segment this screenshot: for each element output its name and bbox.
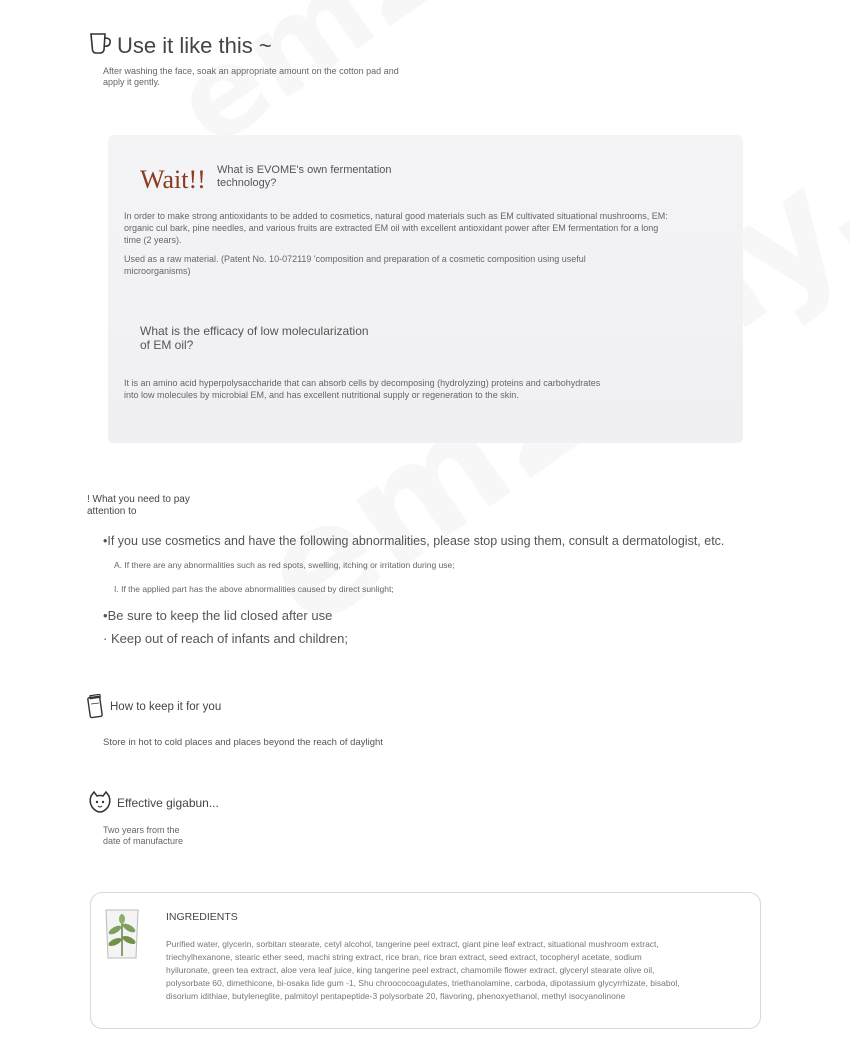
caution-item (103, 608, 332, 623)
usage-text-line: apply it gently. (103, 77, 160, 87)
paragraph-line: into low molecules by microbial EM, and has excellent nutritional supply or regeneration to the skin. (124, 390, 519, 400)
wait-title: Wait!! (140, 165, 206, 194)
paragraph-line: In order to make strong antioxidants to be added to cosmetics, natural good materials such as EM cultivated situational mushrooms, EM: (124, 211, 668, 221)
bullet: • (103, 534, 108, 548)
shelf-text (103, 825, 183, 847)
caution-title-line: ! What you need to pay (87, 494, 190, 505)
caution-item-text: If you use cosmetics and have the following abnormalities, please stop using them, consult a dermatologist, etc. (107, 534, 725, 548)
ingredients-line: Purified water, glycerin, sorbitan stearate, cetyl alcohol, tangerine peel extract, giant pine leaf extract, situational mushroom extract, (166, 939, 659, 949)
bullet: • (103, 608, 108, 623)
paragraph-line: It is an amino acid hyperpolysaccharide that can absorb cells by decomposing (hydrolyzing) proteins and carbohydrates (124, 378, 601, 388)
cat-icon (88, 790, 112, 819)
caution-title (87, 494, 190, 518)
question-line: of EM oil? (140, 338, 194, 352)
caution-item (103, 534, 724, 548)
paragraph-line: Used as a raw material. (Patent No. 10-072119 'composition and preparation of a cosmetic composition using useful (124, 254, 586, 264)
question-line: What is the efficacy of low molecularization (140, 324, 369, 338)
paragraph-line: microorganisms) (124, 266, 191, 276)
caution-item: · Keep out of reach of infants and children; (103, 631, 348, 646)
jar-icon (87, 694, 105, 725)
caution-item-text: Be sure to keep the lid closed after use (107, 608, 333, 623)
ingredients-line: triechylhexanone, stearic ether seed, machi string extract, rice bran, rice bran extract, seed extract, tocopheryl acetate, sodium (166, 952, 642, 962)
fermentation-paragraph (124, 210, 724, 246)
shelf-text-line: date of manufacture (103, 836, 184, 846)
caution-subitem: I. If the applied part has the above abnormalities caused by direct sunlight; (114, 584, 394, 594)
beaker-plant-icon (100, 906, 144, 967)
caution-subitem: A. If there are any abnormalities such as red spots, swelling, itching or irritation during use; (114, 560, 455, 570)
ingredients-line: hyiluronate, green tea extract, aloe vera leaf juice, king tangerine peel extract, chamomile flower extract, glyceryl stearate olive oil, (166, 965, 655, 975)
paragraph-line: organic cul bark, pine needles, and various fruits are extracted EM oil with excellent antioxidant power after EM fermentation for a long (124, 223, 659, 233)
fermentation-question (217, 164, 392, 190)
usage-text-line: After washing the face, soak an appropriate amount on the cotton pad and (103, 66, 399, 76)
efficacy-question (140, 324, 369, 352)
ingredients-line: disorium idithiae, butyleneglite, palmitoyl pentapeptide-3 polysorbate 20, flavoring, phenoxyethanol, methyl isocyanolinone (166, 991, 626, 1001)
usage-text (103, 66, 399, 88)
storage-text: Store in hot to cold places and places beyond the reach of daylight (103, 737, 383, 748)
caution-title-line: attention to (87, 506, 137, 517)
ingredients-list (166, 938, 746, 1003)
usage-title: Use it like this ~ (117, 33, 272, 58)
storage-title: How to keep it for you (110, 701, 222, 713)
patent-paragraph (124, 253, 724, 277)
shelf-title: Effective gigabun... (117, 796, 219, 810)
ingredients-title: INGREDIENTS (166, 911, 238, 923)
cup-icon (88, 30, 114, 61)
question-line: technology? (217, 177, 277, 189)
paragraph-line: time (2 years). (124, 235, 182, 245)
ingredients-line: polysorbate 60, dimethicone, bi-osaka lide gum -1, Shu chroococoagulates, triethanolamine, carboda, dipotassium glycyrrhizate, bisabol, (166, 978, 680, 988)
question-line: What is EVOME's own fermentation (217, 164, 392, 176)
shelf-text-line: Two years from the (103, 825, 180, 835)
efficacy-paragraph (124, 377, 724, 401)
